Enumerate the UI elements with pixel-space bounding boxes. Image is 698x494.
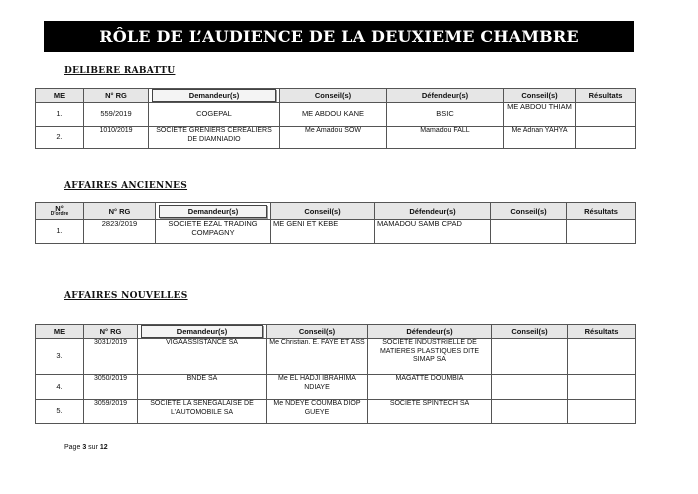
cell-resultats [576,127,636,149]
cell-conseil: Me Christian. E. FAYE ET ASS [267,339,368,375]
cell-conseil: Me Amadou SOW [280,127,387,149]
header-conseil2: Conseil(s) [504,89,576,103]
cell-rg: 3059/2019 [84,400,138,424]
cell-defendeur: MAGATTE DOUMBIA [368,375,492,400]
cell-conseil2 [492,400,568,424]
cell-me: 4. [36,375,84,400]
header-me: ME [36,89,84,103]
cell-rg: 559/2019 [84,103,149,127]
cell-demandeur: SOCIETE LA SENEGALAISE DE L’AUTOMOBILE SA [138,400,267,424]
header-demandeur-label: Demandeur(s) [141,325,263,338]
header-ordre [36,203,84,220]
footer-total-pages: 12 [99,444,108,451]
cell-me: 3. [36,339,84,375]
cell-rg: 3031/2019 [84,339,138,375]
footer-prefix: Page [64,444,81,451]
cell-resultats [568,339,636,375]
cell-rg: 3050/2019 [84,375,138,400]
cell-defendeur: Mamadou FALL [387,127,504,149]
header-conseil: Conseil(s) [267,325,368,339]
footer-current-page: 3 [82,444,87,451]
cell-conseil2 [492,339,568,375]
header-demandeur [156,203,271,220]
header-demandeur [149,89,280,103]
table-row [36,127,636,149]
cell-resultats [576,103,636,127]
header-resultats: Résultats [576,89,636,103]
cell-rg: 1010/2019 [84,127,149,149]
cell-conseil2 [492,375,568,400]
footer-sep: sur [88,444,98,451]
cell-conseil2: ME ABDOU THIAM [504,103,576,127]
header-me: ME [36,325,84,339]
cell-conseil: Me EL HADJI IBRAHIMA NDIAYE [267,375,368,400]
cell-me: 1. [36,103,84,127]
header-rg: N° RG [84,89,149,103]
table-row [36,220,636,244]
header-conseil2: Conseil(s) [491,203,567,220]
cell-conseil: ME GENI ET KEBE [271,220,375,244]
page-footer [64,444,108,451]
cell-me: 1. [36,220,84,244]
table-delibere [35,88,636,149]
header-ordre-sub: D'ordre [50,211,69,217]
header-defendeur: Défendeur(s) [375,203,491,220]
section-title-delibere: DELIBERE RABATTU [64,66,176,76]
cell-me: 2. [36,127,84,149]
cell-resultats [567,220,636,244]
cell-demandeur: COGEPAL [149,103,280,127]
section-title-nouvelles: AFFAIRES NOUVELLES [64,291,188,301]
table-header-row [36,203,636,220]
cell-defendeur: SOCIETE INDUSTRIELLE DE MATIERES PLASTIQUES DITE SIMAP SA [368,339,492,375]
table-row [36,103,636,127]
cell-defendeur: MAMADOU SAMB CPAD [375,220,491,244]
cell-demandeur: SOCIETE EZAL TRADING COMPAGNY [156,220,271,244]
cell-defendeur: BSIC [387,103,504,127]
cell-conseil2: Me Adnan YAHYA [504,127,576,149]
cell-demandeur: SOCIETE GRENIERS CEREALIERS DE DIAMNIADIO [149,127,280,149]
page-banner: RÔLE DE L’AUDIENCE DE LA DEUXIEME CHAMBRE [44,21,634,52]
header-conseil2: Conseil(s) [492,325,568,339]
table-anciennes [35,202,636,244]
header-resultats: Résultats [567,203,636,220]
header-resultats: Résultats [568,325,636,339]
section-title-anciennes: AFFAIRES ANCIENNES [64,181,188,191]
header-demandeur-label: Demandeur(s) [152,89,276,102]
cell-conseil: ME ABDOU KANE [280,103,387,127]
header-conseil: Conseil(s) [280,89,387,103]
table-header-row [36,89,636,103]
cell-demandeur: VIGAASSISTANCE SA [138,339,267,375]
cell-conseil: Me NDEYE COUMBA DIOP GUEYE [267,400,368,424]
table-row [36,400,636,424]
table-row [36,375,636,400]
table-nouvelles [35,324,636,424]
cell-me: 5. [36,400,84,424]
cell-resultats [568,375,636,400]
cell-conseil2 [491,220,567,244]
table-header-row [36,325,636,339]
cell-defendeur: SOCIETE SPINTECH SA [368,400,492,424]
header-conseil: Conseil(s) [271,203,375,220]
header-rg: N° RG [84,325,138,339]
header-rg: N° RG [84,203,156,220]
cell-rg: 2823/2019 [84,220,156,244]
cell-demandeur: BNDE SA [138,375,267,400]
header-defendeur: Défendeur(s) [368,325,492,339]
table-row [36,339,636,375]
header-ordre-label: N° [55,204,64,213]
cell-resultats [568,400,636,424]
header-demandeur [138,325,267,339]
header-demandeur-label: Demandeur(s) [159,205,267,218]
header-defendeur: Défendeur(s) [387,89,504,103]
